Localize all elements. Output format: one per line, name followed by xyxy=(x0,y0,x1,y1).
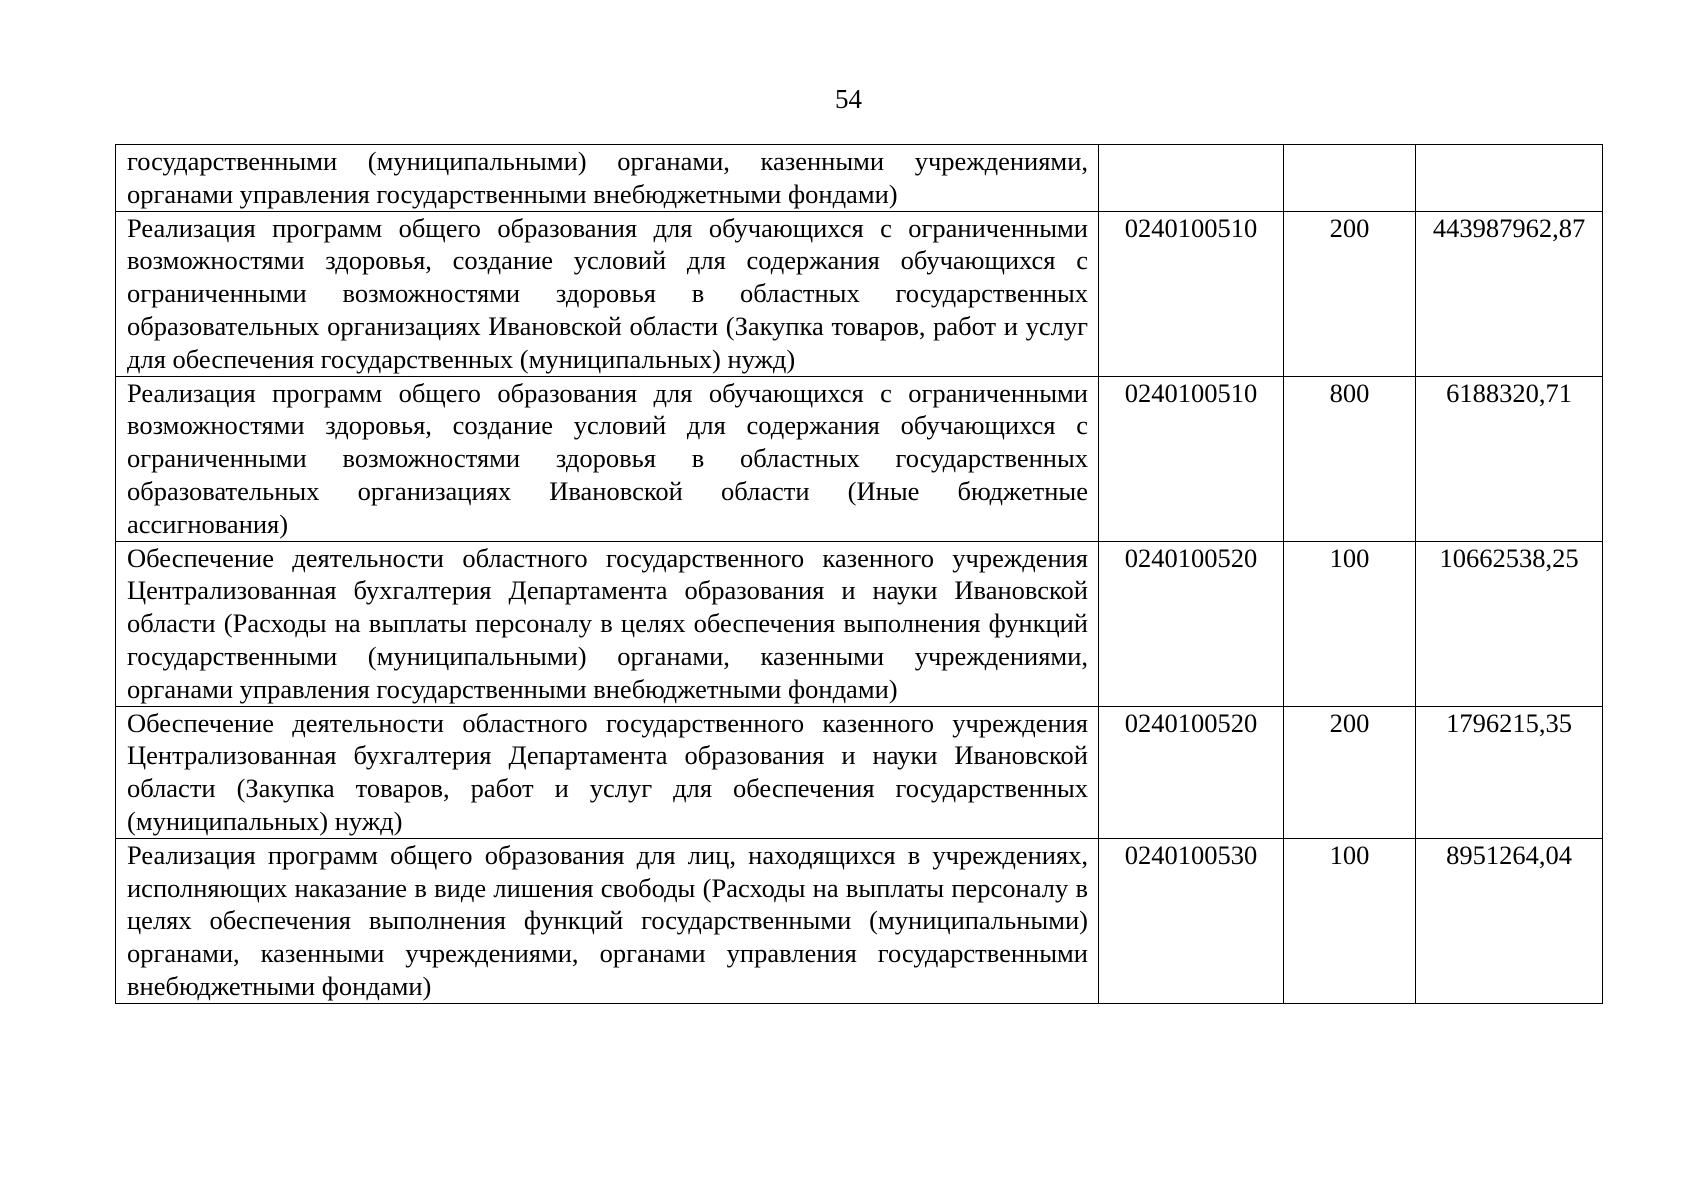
row-expense-type: 100 xyxy=(1284,541,1416,706)
row-description: Реализация программ общего образования для обучающихся с ограниченными возможностями здоровья, создание условий для содержания обучающихся с ограниченными возможностями здоровья в областных государственных образовательных организациях Ивановской области (Иные бюджетные ассигнования) xyxy=(116,376,1099,541)
row-description: государственными (муниципальными) органами, казенными учреждениями, органами управления государственными внебюджетными фондами) xyxy=(116,145,1099,212)
row-expense-type: 200 xyxy=(1284,211,1416,376)
row-expense-type xyxy=(1284,145,1416,212)
table-row xyxy=(116,376,1603,541)
row-amount: 443987962,87 xyxy=(1416,211,1603,376)
row-amount: 8951264,04 xyxy=(1416,838,1603,1003)
row-amount: 6188320,71 xyxy=(1416,376,1603,541)
table-row xyxy=(116,211,1603,376)
row-target-code: 0240100510 xyxy=(1099,376,1284,541)
row-expense-type: 100 xyxy=(1284,838,1416,1003)
row-amount xyxy=(1416,145,1603,212)
table-row xyxy=(116,541,1603,706)
row-amount: 10662538,25 xyxy=(1416,541,1603,706)
row-amount: 1796215,35 xyxy=(1416,706,1603,838)
table-row xyxy=(116,838,1603,1003)
row-target-code: 0240100520 xyxy=(1099,541,1284,706)
page-number: 54 xyxy=(835,84,862,114)
row-expense-type: 800 xyxy=(1284,376,1416,541)
row-target-code: 0240100520 xyxy=(1099,706,1284,838)
row-description: Обеспечение деятельности областного государственного казенного учреждения Централизованная бухгалтерия Департамента образования и науки Ивановской области (Расходы на выплаты персоналу в целях обеспечения выполнения функций государственными (муниципальными) органами, казенными учреждениями, органами управления государственными внебюджетными фондами) xyxy=(116,541,1099,706)
budget-table xyxy=(115,144,1603,1004)
row-description: Реализация программ общего образования для обучающихся с ограниченными возможностями здоровья, создание условий для содержания обучающихся с ограниченными возможностями здоровья в областных государственных образовательных организациях Ивановской области (Закупка товаров, работ и услуг для обеспечения государственных (муниципальных) нужд) xyxy=(116,211,1099,376)
row-target-code: 0240100530 xyxy=(1099,838,1284,1003)
row-description: Обеспечение деятельности областного государственного казенного учреждения Централизованная бухгалтерия Департамента образования и науки Ивановской области (Закупка товаров, работ и услуг для обеспечения государственных (муниципальных) нужд) xyxy=(116,706,1099,838)
row-description: Реализация программ общего образования для лиц, находящихся в учреждениях, исполняющих наказание в виде лишения свободы (Расходы на выплаты персоналу в целях обеспечения выполнения функций государственными (муниципальными) органами, казенными учреждениями, органами управления государственными внебюджетными фондами) xyxy=(116,838,1099,1003)
row-target-code: 0240100510 xyxy=(1099,211,1284,376)
row-target-code xyxy=(1099,145,1284,212)
table-row xyxy=(116,706,1603,838)
row-expense-type: 200 xyxy=(1284,706,1416,838)
table-row xyxy=(116,145,1603,212)
